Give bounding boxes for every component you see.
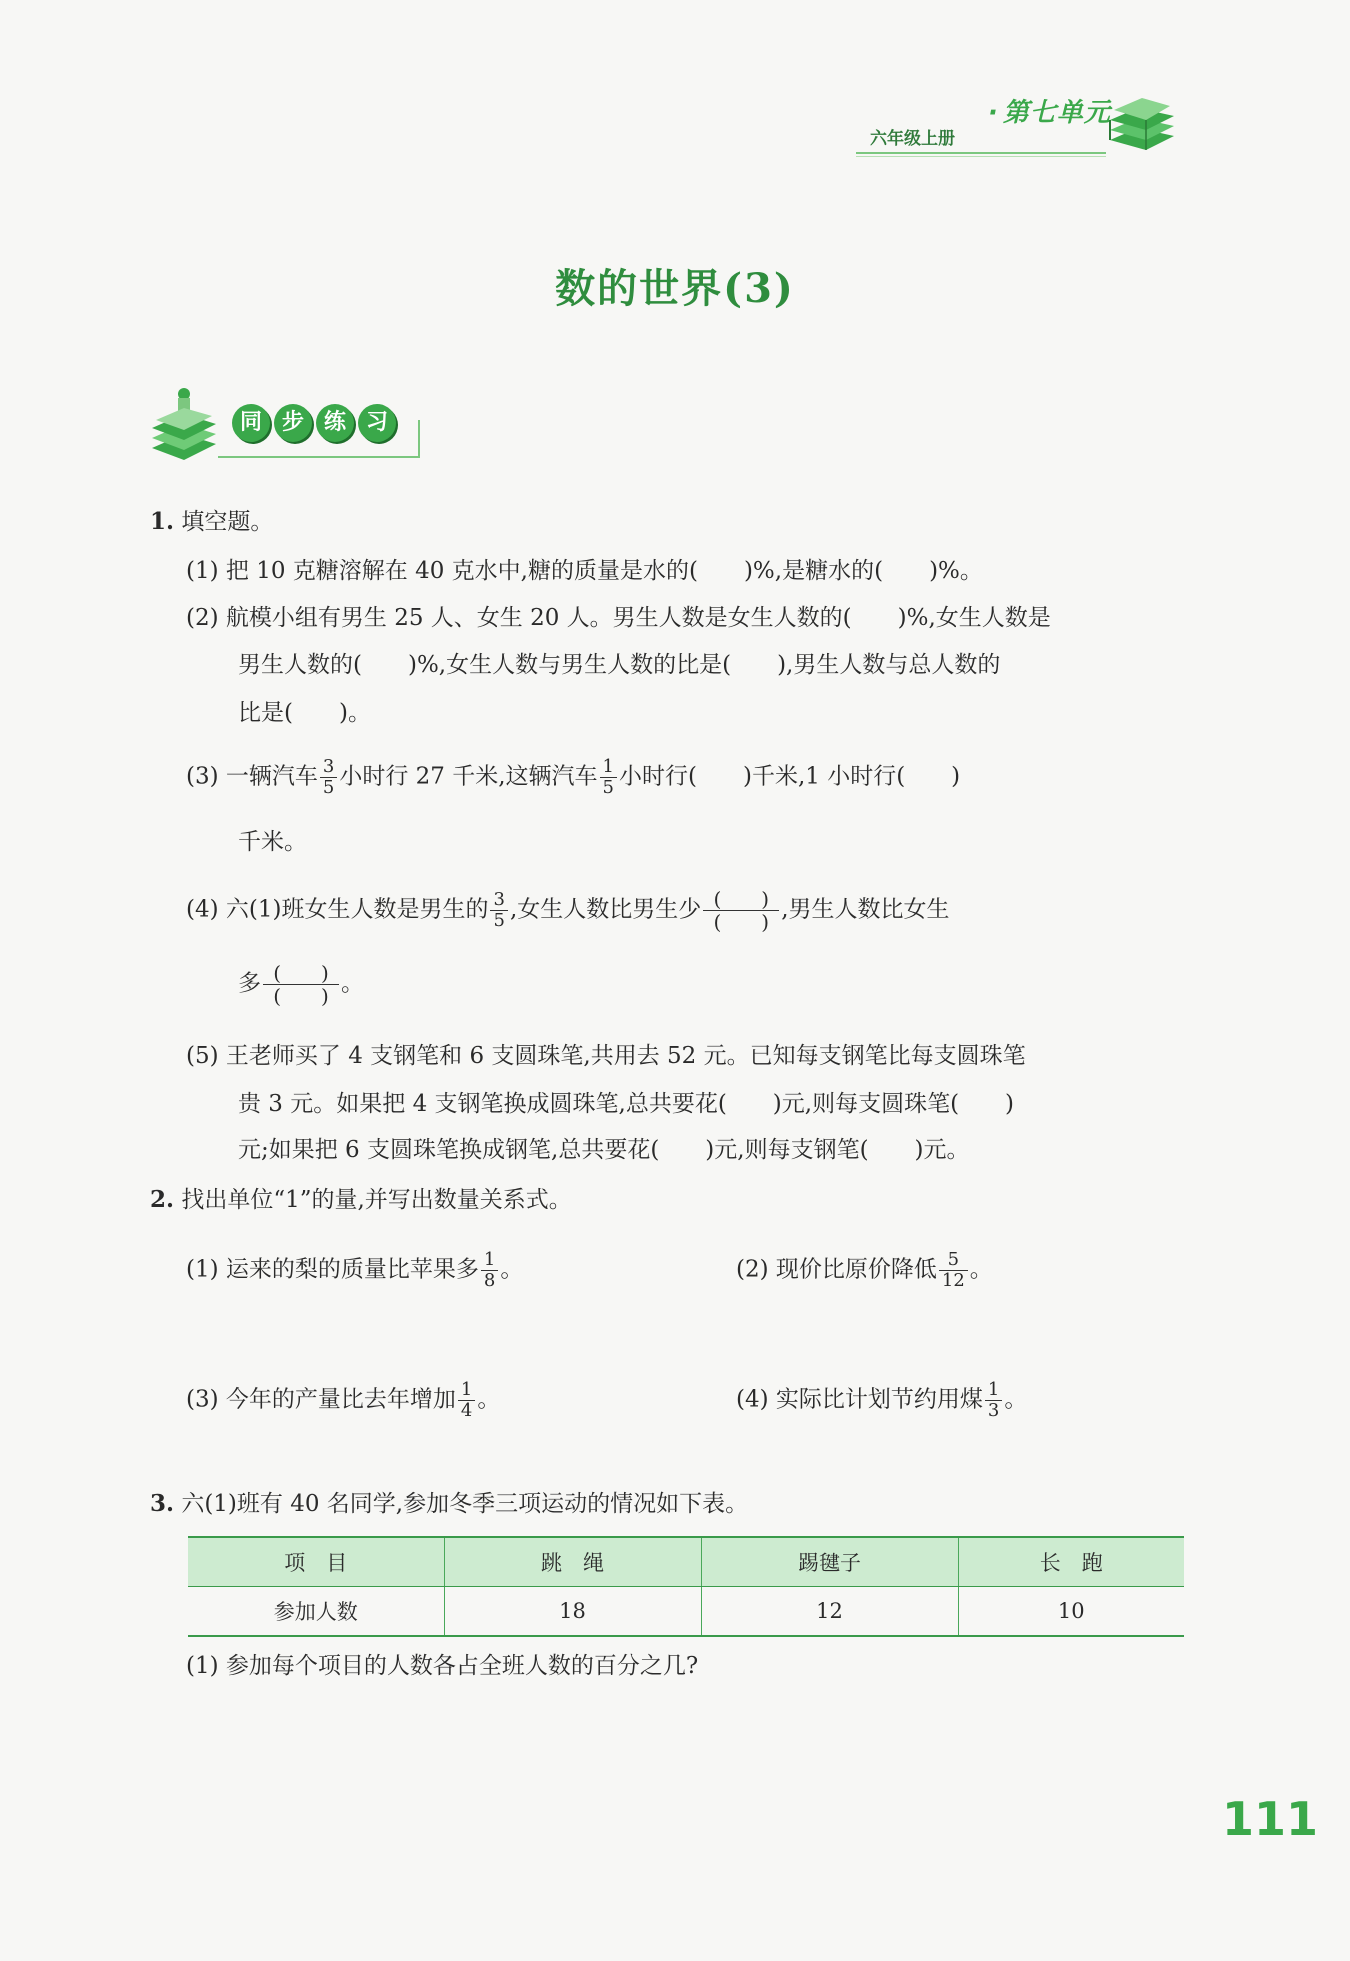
page-number: 111 <box>1222 1792 1319 1846</box>
fraction <box>600 757 617 798</box>
section-char: 步 <box>274 404 312 442</box>
q1-part-1: (1) 把 10 克糖溶解在 40 克水中,糖的质量是水的( )%,是糖水的( )%。 <box>186 558 983 584</box>
question-1-prompt <box>150 506 273 538</box>
question-number: 2. <box>150 1186 175 1213</box>
fraction <box>490 890 507 931</box>
numerator: 3 <box>322 756 335 777</box>
denominator: 5 <box>600 777 617 798</box>
table-cell: 参加人数 <box>188 1587 444 1637</box>
numerator: 1 <box>483 1249 496 1270</box>
q1-part-2-line-3: 比是( )。 <box>238 700 371 726</box>
question-2-prompt <box>150 1184 572 1216</box>
q2-item-1 <box>186 1250 523 1291</box>
numerator: 1 <box>460 1379 473 1400</box>
question-number: 3. <box>150 1490 175 1517</box>
q1-part-5-line-3: 元;如果把 6 支圆珠笔换成钢笔,总共要花( )元,则每支钢笔( )元。 <box>238 1137 970 1163</box>
text: 。 <box>477 1386 501 1413</box>
text: 多 <box>238 970 261 997</box>
section-badge <box>148 384 428 464</box>
denominator: 5 <box>320 777 337 798</box>
text: 小时行( )千米,1 小时行( ) <box>619 763 961 790</box>
text: 。 <box>500 1256 524 1283</box>
q1-part-4-line-2 <box>238 962 364 1007</box>
sports-table <box>188 1536 1184 1637</box>
page-title: 数的世界(3) <box>555 265 795 312</box>
table-header-cell: 长 跑 <box>958 1537 1184 1587</box>
q1-part-2-line-1: (2) 航模小组有男生 25 人、女生 20 人。男生人数是女生人数的( )%,女生人数是 <box>186 605 1051 631</box>
fraction <box>320 757 337 798</box>
numerator: 5 <box>947 1249 960 1270</box>
text: (3) 今年的产量比去年增加 <box>186 1386 456 1413</box>
numerator: 1 <box>602 756 614 777</box>
q1-part-5-line-1: (5) 王老师买了 4 支钢笔和 6 支圆珠笔,共用去 52 元。已知每支钢笔比每支圆珠笔 <box>186 1043 1026 1069</box>
q3-sub-1: (1) 参加每个项目的人数各占全班人数的百分之几? <box>186 1653 699 1679</box>
table-row <box>188 1587 1184 1637</box>
question-text: 找出单位“1”的量,并写出数量关系式。 <box>181 1187 572 1213</box>
table-header-cell: 踢毽子 <box>701 1537 958 1587</box>
unit-header <box>856 86 1186 166</box>
q2-item-2 <box>736 1250 993 1291</box>
numerator: 3 <box>493 889 505 910</box>
unit-title: · 第七单元 <box>988 92 1111 129</box>
table-cell: 10 <box>958 1587 1184 1637</box>
table-cell: 12 <box>701 1587 958 1637</box>
table-header-row <box>188 1537 1184 1587</box>
blank-fraction[interactable] <box>703 888 779 933</box>
question-text: 六(1)班有 40 名同学,参加冬季三项运动的情况如下表。 <box>181 1491 749 1517</box>
denominator: 3 <box>985 1400 1002 1421</box>
denominator: 5 <box>490 910 507 931</box>
q1-part-2-line-2: 男生人数的( )%,女生人数与男生人数的比是( ),男生人数与总人数的 <box>238 652 1001 678</box>
text: 。 <box>341 970 364 997</box>
numerator: 1 <box>987 1379 1000 1400</box>
q2-item-4 <box>736 1380 1027 1421</box>
q1-part-4-line-1 <box>186 888 950 933</box>
section-char: 习 <box>358 404 396 442</box>
q2-item-3 <box>186 1380 500 1421</box>
table-header-cell: 项 目 <box>188 1537 444 1587</box>
section-char: 同 <box>232 404 270 442</box>
fraction <box>481 1250 498 1291</box>
book-stack-icon <box>148 384 220 464</box>
text: ,男生人数比女生 <box>781 896 950 923</box>
blank-fraction[interactable] <box>263 962 339 1007</box>
text: (1) 运来的梨的质量比苹果多 <box>186 1256 479 1283</box>
section-title <box>232 404 396 442</box>
text: (4) 六(1)班女生人数是男生的 <box>186 896 489 923</box>
blank-denominator[interactable]: ( ) <box>703 910 779 933</box>
question-3-prompt <box>150 1488 748 1520</box>
denominator: 12 <box>939 1270 968 1291</box>
q1-part-5-line-2: 贵 3 元。如果把 4 支钢笔换成圆珠笔,总共要花( )元,则每支圆珠笔( ) <box>238 1091 1015 1117</box>
question-text: 填空题。 <box>181 509 274 535</box>
text: 小时行 27 千米,这辆汽车 <box>339 763 598 790</box>
header-rule-thin <box>856 156 1106 157</box>
fraction <box>458 1380 475 1421</box>
section-char: 练 <box>316 404 354 442</box>
text: 。 <box>969 1256 993 1283</box>
header-rule <box>856 152 1106 154</box>
q1-part-3-line-1 <box>186 757 960 798</box>
blank-numerator[interactable]: ( ) <box>273 961 329 985</box>
grade-label: 六年级上册 <box>870 129 955 149</box>
fraction <box>939 1250 968 1291</box>
denominator: 8 <box>481 1270 498 1291</box>
text: (2) 现价比原价降低 <box>736 1256 937 1283</box>
text: (4) 实际比计划节约用煤 <box>736 1386 983 1413</box>
table-cell: 18 <box>444 1587 701 1637</box>
q1-part-3-line-2: 千米。 <box>238 829 307 855</box>
table-header-cell: 跳 绳 <box>444 1537 701 1587</box>
text: ,女生人数比男生少 <box>509 896 702 923</box>
text: (3) 一辆汽车 <box>186 763 318 790</box>
book-stack-icon <box>1106 92 1178 154</box>
question-number: 1. <box>150 508 175 535</box>
text: 。 <box>1004 1386 1028 1413</box>
blank-denominator[interactable]: ( ) <box>263 984 339 1007</box>
fraction <box>985 1380 1002 1421</box>
denominator: 4 <box>458 1400 475 1421</box>
blank-numerator[interactable]: ( ) <box>713 887 770 911</box>
